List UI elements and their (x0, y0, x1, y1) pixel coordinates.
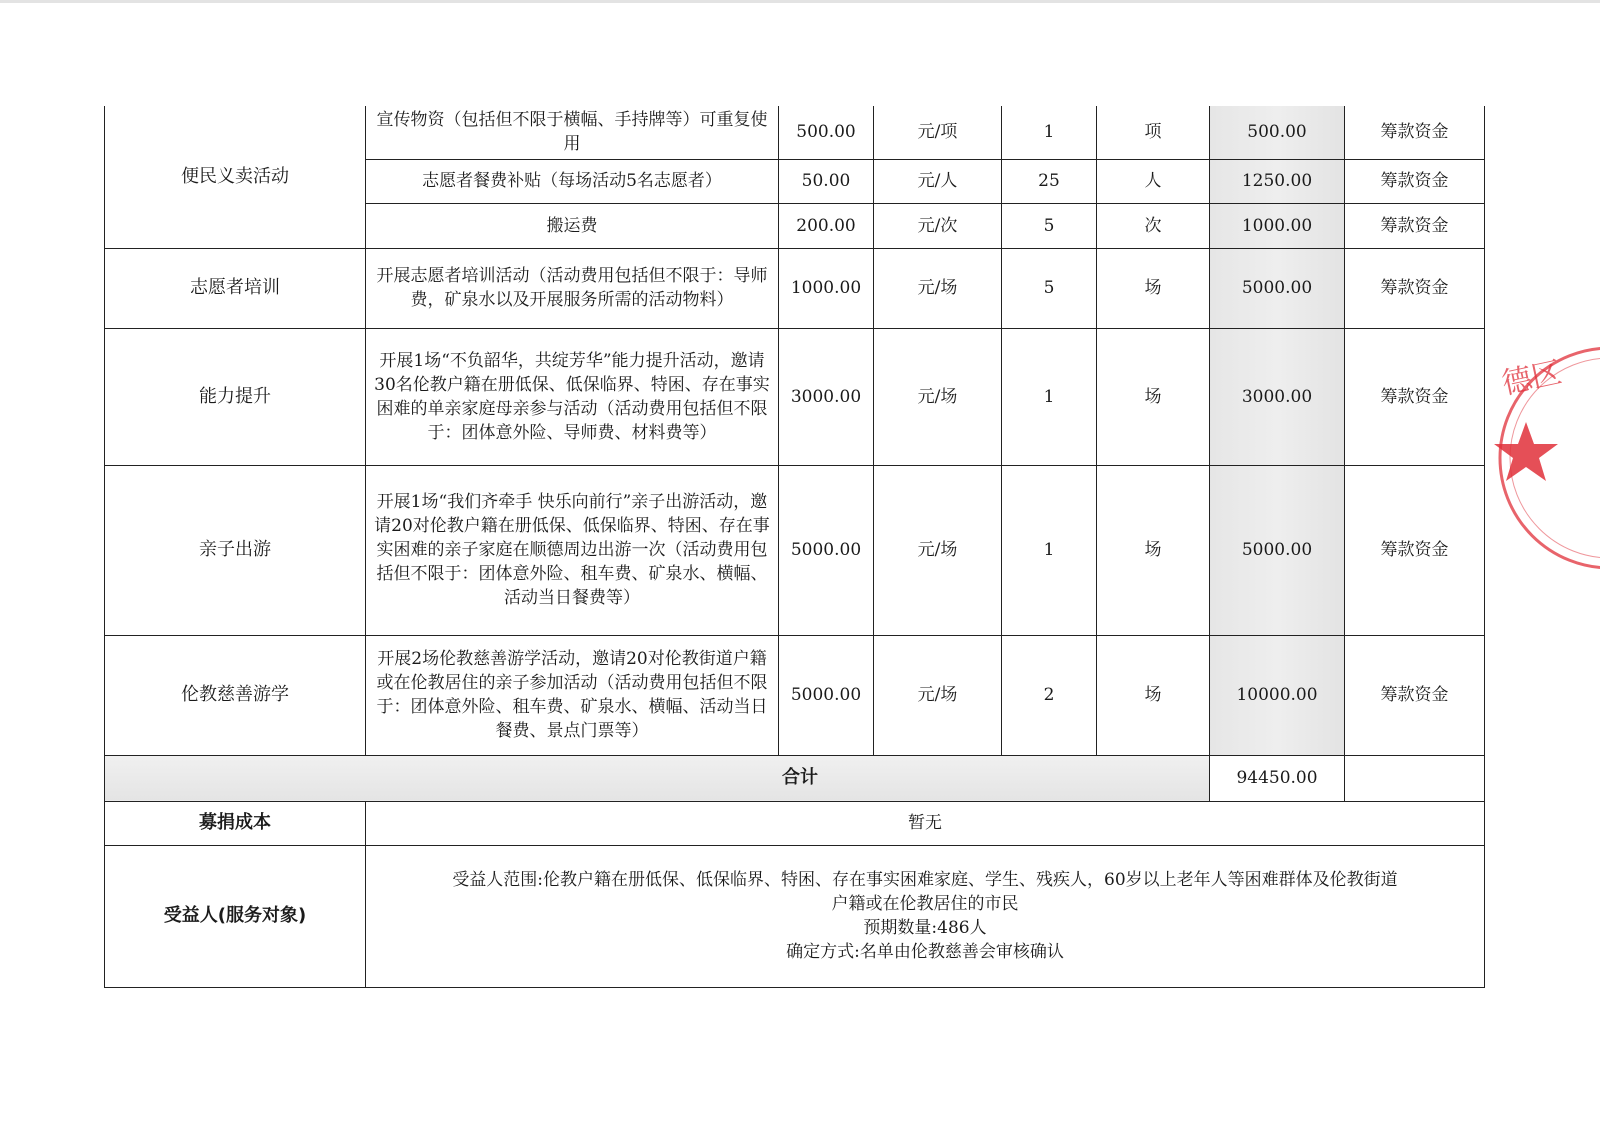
seal-inner-ring (1510, 358, 1600, 558)
unit-cell: 元/场 (874, 248, 1002, 328)
quantity-cell: 5 (1002, 248, 1097, 328)
quantity-cell: 25 (1002, 159, 1097, 203)
fundraising-cost-row (105, 801, 1485, 845)
quantity-cell: 1 (1002, 465, 1097, 635)
svg-text:德区: 德区 (1498, 355, 1565, 402)
activity-cell: 能力提升 (105, 328, 366, 465)
source-cell: 筹款资金 (1345, 106, 1485, 159)
table-row (105, 106, 1485, 159)
unit-price-cell: 5000.00 (779, 465, 874, 635)
beneficiary-row (105, 845, 1485, 987)
table-row (105, 465, 1485, 635)
beneficiary-scope-line-2: 户籍或在伦教居住的市民 (831, 894, 1019, 914)
qty-unit-cell: 场 (1097, 635, 1210, 755)
quantity-cell: 2 (1002, 635, 1097, 755)
seal-ring (1500, 348, 1600, 568)
source-cell: 筹款资金 (1345, 159, 1485, 203)
unit-price-cell: 50.00 (779, 159, 874, 203)
unit-cell: 元/场 (874, 328, 1002, 465)
unit-cell: 元/次 (874, 203, 1002, 248)
quantity-cell: 5 (1002, 203, 1097, 248)
unit-price-cell: 500.00 (779, 106, 874, 159)
description-cell: 搬运费 (366, 203, 779, 248)
table-row (105, 635, 1485, 755)
beneficiary-method-line: 确定方式:名单由伦教慈善会审核确认 (786, 942, 1064, 962)
scan-top-edge (0, 0, 1600, 3)
source-cell: 筹款资金 (1345, 203, 1485, 248)
source-cell: 筹款资金 (1345, 328, 1485, 465)
fundraising-cost-value: 暂无 (366, 801, 1485, 845)
beneficiary-details (366, 845, 1485, 987)
unit-cell: 元/人 (874, 159, 1002, 203)
unit-price-cell: 3000.00 (779, 328, 874, 465)
fundraising-cost-label: 募捐成本 (105, 801, 366, 845)
description-cell: 开展志愿者培训活动（活动费用包括但不限于：导师费，矿泉水以及开展服务所需的活动物料） (366, 248, 779, 328)
source-cell: 筹款资金 (1345, 635, 1485, 755)
unit-cell: 元/场 (874, 635, 1002, 755)
activity-cell: 亲子出游 (105, 465, 366, 635)
beneficiary-label: 受益人(服务对象) (105, 845, 366, 987)
total-label: 合计 (105, 755, 1210, 801)
description-cell: 开展1场“不负韶华，共绽芳华”能力提升活动，邀请30名伦教户籍在册低保、低保临界、特困、存在事实困难的单亲家庭母亲参与活动（活动费用包括但不限于：团体意外险、导师费、材料费等） (366, 328, 779, 465)
amount-cell: 500.00 (1210, 106, 1345, 159)
description-cell: 志愿者餐费补贴（每场活动5名志愿者） (366, 159, 779, 203)
amount-cell: 5000.00 (1210, 248, 1345, 328)
qty-unit-cell: 次 (1097, 203, 1210, 248)
description-cell: 开展1场“我们齐牵手 快乐向前行”亲子出游活动，邀请20对伦教户籍在册低保、低保临界、特困、存在事实困难的亲子家庭在顺德周边出游一次（活动费用包括但不限于：团体意外险、租车费、矿泉水、横幅、活动当日餐费等） (366, 465, 779, 635)
total-source-cell (1345, 755, 1485, 801)
total-row (105, 755, 1485, 801)
budget-table (104, 106, 1485, 988)
amount-cell: 1000.00 (1210, 203, 1345, 248)
description-cell: 宣传物资（包括但不限于横幅、手持牌等）可重复使用 (366, 106, 779, 159)
quantity-cell: 1 (1002, 328, 1097, 465)
seal-star-icon (1494, 422, 1558, 481)
quantity-cell: 1 (1002, 106, 1097, 159)
beneficiary-count-line: 预期数量:486人 (863, 918, 987, 938)
amount-cell: 1250.00 (1210, 159, 1345, 203)
unit-price-cell: 1000.00 (779, 248, 874, 328)
source-cell: 筹款资金 (1345, 465, 1485, 635)
amount-cell: 3000.00 (1210, 328, 1345, 465)
qty-unit-cell: 场 (1097, 248, 1210, 328)
qty-unit-cell: 场 (1097, 465, 1210, 635)
table-row (105, 248, 1485, 328)
unit-price-cell: 200.00 (779, 203, 874, 248)
source-cell: 筹款资金 (1345, 248, 1485, 328)
qty-unit-cell: 项 (1097, 106, 1210, 159)
qty-unit-cell: 场 (1097, 328, 1210, 465)
activity-cell: 志愿者培训 (105, 248, 366, 328)
amount-cell: 5000.00 (1210, 465, 1345, 635)
beneficiary-scope-line: 受益人范围:伦教户籍在册低保、低保临界、特困、存在事实困难家庭、学生、残疾人，60岁以上老年人等困难群体及伦教街道 (452, 870, 1398, 890)
amount-cell: 10000.00 (1210, 635, 1345, 755)
activity-cell: 便民义卖活动 (105, 106, 366, 248)
unit-price-cell: 5000.00 (779, 635, 874, 755)
qty-unit-cell: 人 (1097, 159, 1210, 203)
table-row (105, 328, 1485, 465)
unit-cell: 元/项 (874, 106, 1002, 159)
red-seal-stamp (1492, 340, 1600, 576)
activity-cell: 伦教慈善游学 (105, 635, 366, 755)
unit-cell: 元/场 (874, 465, 1002, 635)
description-cell: 开展2场伦教慈善游学活动，邀请20对伦教街道户籍或在伦教居住的亲子参加活动（活动费用包括但不限于：团体意外险、租车费、矿泉水、横幅、活动当日餐费、景点门票等） (366, 635, 779, 755)
total-amount: 94450.00 (1210, 755, 1345, 801)
